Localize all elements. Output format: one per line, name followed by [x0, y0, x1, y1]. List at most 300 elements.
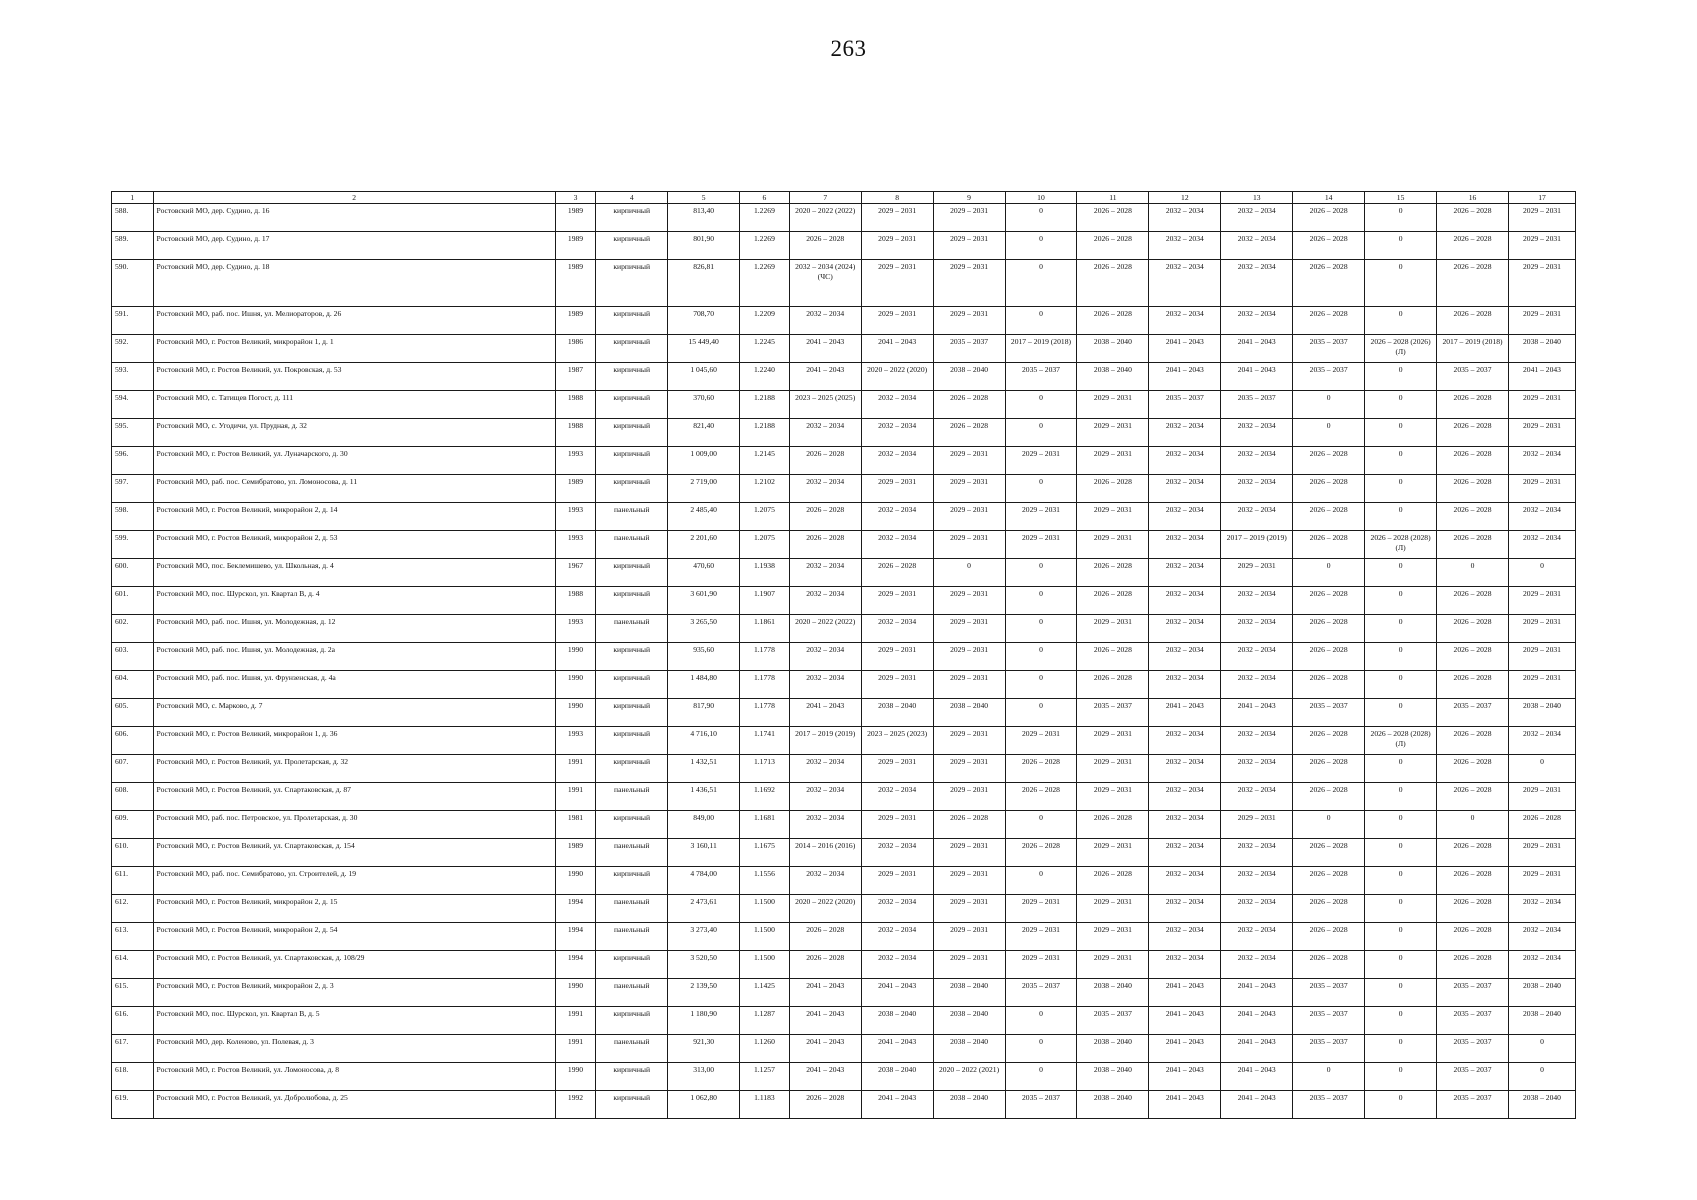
address-cell: Ростовский МО, г. Ростов Великий, микрорайон 2, д. 14	[153, 503, 555, 531]
repair-period-cell-col10: 0	[1005, 1007, 1077, 1035]
coefficient-cell: 1.2075	[740, 503, 790, 531]
repair-period-cell-col12: 2041 – 2043	[1149, 1091, 1221, 1119]
table-row	[112, 531, 1576, 559]
wall-material-cell: кирпичный	[596, 260, 668, 307]
repair-period-cell-col11: 2029 – 2031	[1077, 727, 1149, 755]
repair-period-cell-col14: 0	[1293, 391, 1365, 419]
repair-period-cell-col9: 2029 – 2031	[933, 503, 1005, 531]
repair-period-cell-col9: 2029 – 2031	[933, 307, 1005, 335]
area-cell: 821,40	[668, 419, 740, 447]
repair-period-cell-col15: 0	[1365, 1035, 1437, 1063]
repair-period-cell-col13: 2032 – 2034	[1221, 204, 1293, 232]
address-cell: Ростовский МО, с. Татищев Погост, д. 111	[153, 391, 555, 419]
repair-period-cell-col8: 2029 – 2031	[861, 811, 933, 839]
wall-material-cell: кирпичный	[596, 335, 668, 363]
repair-period-cell-col8: 2023 – 2025 (2023)	[861, 727, 933, 755]
repair-period-cell-col12: 2041 – 2043	[1149, 1007, 1221, 1035]
area-cell: 3 273,40	[668, 923, 740, 951]
table-row	[112, 951, 1576, 979]
repair-period-cell-col14: 2026 – 2028	[1293, 643, 1365, 671]
coefficient-cell: 1.2269	[740, 232, 790, 260]
wall-material-cell: панельный	[596, 895, 668, 923]
repair-period-cell-col17: 2029 – 2031	[1508, 475, 1575, 503]
repair-period-cell-col10: 2026 – 2028	[1005, 783, 1077, 811]
repair-period-cell-col14: 2035 – 2037	[1293, 363, 1365, 391]
year-cell: 1990	[555, 671, 596, 699]
row-number: 607.	[112, 755, 154, 783]
repair-period-cell-col10: 0	[1005, 671, 1077, 699]
repair-period-cell-col15: 0	[1365, 755, 1437, 783]
address-cell: Ростовский МО, раб. пос. Петровское, ул. Пролетарская, д. 30	[153, 811, 555, 839]
year-cell: 1991	[555, 783, 596, 811]
coefficient-cell: 1.2145	[740, 447, 790, 475]
repair-period-cell-col17: 2038 – 2040	[1508, 1007, 1575, 1035]
row-number: 589.	[112, 232, 154, 260]
repair-period-cell-col11: 2029 – 2031	[1077, 923, 1149, 951]
repair-period-cell-col15: 0	[1365, 839, 1437, 867]
repair-period-cell-col12: 2032 – 2034	[1149, 895, 1221, 923]
row-number: 613.	[112, 923, 154, 951]
repair-period-cell-col16: 2026 – 2028	[1437, 615, 1509, 643]
repair-period-cell-col14: 2026 – 2028	[1293, 475, 1365, 503]
repair-period-cell-col11: 2038 – 2040	[1077, 335, 1149, 363]
repair-period-cell-col17: 0	[1508, 1035, 1575, 1063]
year-cell: 1988	[555, 419, 596, 447]
repair-period-cell-col10: 2029 – 2031	[1005, 531, 1077, 559]
repair-period-cell-col17: 2032 – 2034	[1508, 923, 1575, 951]
repair-period-cell-col10: 2035 – 2037	[1005, 363, 1077, 391]
repair-period-cell-col7: 2020 – 2022 (2022)	[789, 615, 861, 643]
repair-period-cell-col14: 2026 – 2028	[1293, 783, 1365, 811]
repair-period-cell-col15: 0	[1365, 895, 1437, 923]
repair-period-cell-col13: 2032 – 2034	[1221, 867, 1293, 895]
coefficient-cell: 1.1938	[740, 559, 790, 587]
coefficient-cell: 1.1778	[740, 671, 790, 699]
year-cell: 1990	[555, 867, 596, 895]
address-cell: Ростовский МО, раб. пос. Ишня, ул. Мелиораторов, д. 26	[153, 307, 555, 335]
repair-period-cell-col14: 0	[1293, 559, 1365, 587]
column-number-9: 9	[933, 192, 1005, 204]
address-cell: Ростовский МО, с. Марково, д. 7	[153, 699, 555, 727]
repair-period-cell-col15: 0	[1365, 391, 1437, 419]
repair-period-cell-col11: 2026 – 2028	[1077, 260, 1149, 307]
repair-period-cell-col13: 2032 – 2034	[1221, 671, 1293, 699]
coefficient-cell: 1.1257	[740, 1063, 790, 1091]
repair-period-cell-col15: 2026 – 2028 (2026) (Л)	[1365, 335, 1437, 363]
repair-period-cell-col12: 2032 – 2034	[1149, 867, 1221, 895]
repair-period-cell-col17: 2038 – 2040	[1508, 979, 1575, 1007]
repair-period-cell-col16: 2026 – 2028	[1437, 783, 1509, 811]
repair-period-cell-col8: 2032 – 2034	[861, 783, 933, 811]
repair-period-cell-col13: 2041 – 2043	[1221, 1063, 1293, 1091]
column-number-5: 5	[668, 192, 740, 204]
repair-period-cell-col9: 2038 – 2040	[933, 1035, 1005, 1063]
table-row	[112, 1035, 1576, 1063]
table-row	[112, 643, 1576, 671]
coefficient-cell: 1.1713	[740, 755, 790, 783]
repair-period-cell-col12: 2032 – 2034	[1149, 615, 1221, 643]
area-cell: 313,00	[668, 1063, 740, 1091]
repair-period-cell-col15: 2026 – 2028 (2028) (Л)	[1365, 531, 1437, 559]
repair-period-cell-col13: 2032 – 2034	[1221, 307, 1293, 335]
repair-period-cell-col12: 2032 – 2034	[1149, 260, 1221, 307]
repair-period-cell-col10: 2017 – 2019 (2018)	[1005, 335, 1077, 363]
area-cell: 826,81	[668, 260, 740, 307]
row-number: 602.	[112, 615, 154, 643]
year-cell: 1989	[555, 475, 596, 503]
repair-period-cell-col9: 2029 – 2031	[933, 260, 1005, 307]
repair-period-cell-col17: 2029 – 2031	[1508, 232, 1575, 260]
wall-material-cell: кирпичный	[596, 587, 668, 615]
repair-period-cell-col17: 2029 – 2031	[1508, 671, 1575, 699]
repair-period-cell-col15: 0	[1365, 475, 1437, 503]
column-number-17: 17	[1508, 192, 1575, 204]
table-row	[112, 867, 1576, 895]
repair-period-cell-col11: 2038 – 2040	[1077, 1091, 1149, 1119]
wall-material-cell: кирпичный	[596, 447, 668, 475]
column-number-1: 1	[112, 192, 154, 204]
repair-period-cell-col17: 0	[1508, 559, 1575, 587]
repair-period-cell-col8: 2032 – 2034	[861, 531, 933, 559]
coefficient-cell: 1.1183	[740, 1091, 790, 1119]
repair-period-cell-col17: 2032 – 2034	[1508, 895, 1575, 923]
repair-period-cell-col7: 2032 – 2034	[789, 587, 861, 615]
address-cell: Ростовский МО, г. Ростов Великий, ул. Покровская, д. 53	[153, 363, 555, 391]
repair-period-cell-col16: 2026 – 2028	[1437, 867, 1509, 895]
repair-period-cell-col17: 2029 – 2031	[1508, 307, 1575, 335]
repair-period-cell-col7: 2032 – 2034	[789, 643, 861, 671]
repair-period-cell-col16: 2035 – 2037	[1437, 1091, 1509, 1119]
column-number-10: 10	[1005, 192, 1077, 204]
repair-period-cell-col17: 2029 – 2031	[1508, 587, 1575, 615]
repair-period-cell-col8: 2032 – 2034	[861, 419, 933, 447]
repair-period-cell-col12: 2032 – 2034	[1149, 531, 1221, 559]
repair-period-cell-col8: 2032 – 2034	[861, 923, 933, 951]
area-cell: 1 062,80	[668, 1091, 740, 1119]
repair-period-cell-col15: 0	[1365, 260, 1437, 307]
repair-period-cell-col7: 2026 – 2028	[789, 232, 861, 260]
repair-period-cell-col11: 2029 – 2031	[1077, 391, 1149, 419]
coefficient-cell: 1.1778	[740, 643, 790, 671]
repair-period-cell-col15: 0	[1365, 204, 1437, 232]
row-number: 611.	[112, 867, 154, 895]
repair-period-cell-col12: 2041 – 2043	[1149, 1063, 1221, 1091]
address-cell: Ростовский МО, раб. пос. Ишня, ул. Фрунзенская, д. 4а	[153, 671, 555, 699]
repair-period-cell-col14: 2035 – 2037	[1293, 335, 1365, 363]
year-cell: 1993	[555, 531, 596, 559]
repair-period-cell-col13: 2032 – 2034	[1221, 475, 1293, 503]
repair-period-cell-col14: 2026 – 2028	[1293, 587, 1365, 615]
repair-period-cell-col7: 2032 – 2034	[789, 419, 861, 447]
repair-period-cell-col9: 2020 – 2022 (2021)	[933, 1063, 1005, 1091]
repair-period-cell-col7: 2017 – 2019 (2019)	[789, 727, 861, 755]
repair-period-cell-col17: 2032 – 2034	[1508, 727, 1575, 755]
repair-period-cell-col12: 2032 – 2034	[1149, 839, 1221, 867]
repair-period-cell-col12: 2032 – 2034	[1149, 811, 1221, 839]
address-cell: Ростовский МО, г. Ростов Великий, микрорайон 2, д. 15	[153, 895, 555, 923]
row-number: 596.	[112, 447, 154, 475]
repair-period-cell-col12: 2041 – 2043	[1149, 1035, 1221, 1063]
repair-period-cell-col10: 2029 – 2031	[1005, 727, 1077, 755]
repair-period-cell-col8: 2020 – 2022 (2020)	[861, 363, 933, 391]
year-cell: 1993	[555, 447, 596, 475]
wall-material-cell: кирпичный	[596, 755, 668, 783]
wall-material-cell: панельный	[596, 979, 668, 1007]
repair-period-cell-col9: 2029 – 2031	[933, 587, 1005, 615]
repair-period-cell-col16: 2026 – 2028	[1437, 391, 1509, 419]
coefficient-cell: 1.1907	[740, 587, 790, 615]
address-cell: Ростовский МО, г. Ростов Великий, ул. Спартаковская, д. 154	[153, 839, 555, 867]
repair-period-cell-col8: 2032 – 2034	[861, 503, 933, 531]
table-row	[112, 811, 1576, 839]
repair-period-cell-col12: 2032 – 2034	[1149, 951, 1221, 979]
wall-material-cell: кирпичный	[596, 951, 668, 979]
repair-period-cell-col11: 2035 – 2037	[1077, 699, 1149, 727]
repair-period-cell-col11: 2026 – 2028	[1077, 559, 1149, 587]
repair-period-cell-col13: 2032 – 2034	[1221, 727, 1293, 755]
repair-period-cell-col9: 2029 – 2031	[933, 727, 1005, 755]
repair-period-cell-col16: 2026 – 2028	[1437, 839, 1509, 867]
repair-period-cell-col13: 2032 – 2034	[1221, 951, 1293, 979]
repair-period-cell-col16: 2026 – 2028	[1437, 671, 1509, 699]
repair-period-cell-col13: 2032 – 2034	[1221, 839, 1293, 867]
repair-period-cell-col11: 2026 – 2028	[1077, 867, 1149, 895]
row-number: 601.	[112, 587, 154, 615]
repair-period-cell-col7: 2041 – 2043	[789, 979, 861, 1007]
wall-material-cell: кирпичный	[596, 363, 668, 391]
repair-period-cell-col12: 2032 – 2034	[1149, 643, 1221, 671]
repair-period-cell-col8: 2029 – 2031	[861, 307, 933, 335]
repair-period-cell-col10: 0	[1005, 699, 1077, 727]
coefficient-cell: 1.1500	[740, 951, 790, 979]
wall-material-cell: кирпичный	[596, 307, 668, 335]
coefficient-cell: 1.1692	[740, 783, 790, 811]
table-row	[112, 204, 1576, 232]
year-cell: 1993	[555, 727, 596, 755]
year-cell: 1981	[555, 811, 596, 839]
area-cell: 921,30	[668, 1035, 740, 1063]
repair-period-cell-col12: 2032 – 2034	[1149, 503, 1221, 531]
repair-period-cell-col17: 2038 – 2040	[1508, 1091, 1575, 1119]
repair-period-cell-col14: 2026 – 2028	[1293, 755, 1365, 783]
repair-period-cell-col12: 2032 – 2034	[1149, 755, 1221, 783]
area-cell: 801,90	[668, 232, 740, 260]
area-cell: 15 449,40	[668, 335, 740, 363]
repair-period-cell-col15: 0	[1365, 503, 1437, 531]
table-row	[112, 587, 1576, 615]
repair-period-cell-col11: 2038 – 2040	[1077, 1063, 1149, 1091]
repair-period-cell-col11: 2029 – 2031	[1077, 503, 1149, 531]
repair-period-cell-col15: 0	[1365, 783, 1437, 811]
repair-period-cell-col8: 2032 – 2034	[861, 895, 933, 923]
repair-period-cell-col11: 2035 – 2037	[1077, 1007, 1149, 1035]
repair-period-cell-col12: 2041 – 2043	[1149, 363, 1221, 391]
repair-period-cell-col8: 2032 – 2034	[861, 391, 933, 419]
table-row	[112, 923, 1576, 951]
repair-period-cell-col9: 2029 – 2031	[933, 783, 1005, 811]
repair-period-cell-col10: 0	[1005, 811, 1077, 839]
repair-period-cell-col14: 2026 – 2028	[1293, 839, 1365, 867]
repair-period-cell-col13: 2035 – 2037	[1221, 391, 1293, 419]
repair-period-cell-col8: 2041 – 2043	[861, 979, 933, 1007]
repair-period-cell-col16: 2035 – 2037	[1437, 979, 1509, 1007]
repair-period-cell-col13: 2041 – 2043	[1221, 699, 1293, 727]
repair-period-cell-col9: 2029 – 2031	[933, 643, 1005, 671]
repair-period-cell-col13: 2032 – 2034	[1221, 783, 1293, 811]
row-number: 600.	[112, 559, 154, 587]
repair-period-cell-col12: 2032 – 2034	[1149, 204, 1221, 232]
repair-period-cell-col15: 0	[1365, 307, 1437, 335]
column-number-16: 16	[1437, 192, 1509, 204]
row-number: 605.	[112, 699, 154, 727]
repair-period-cell-col16: 2026 – 2028	[1437, 727, 1509, 755]
wall-material-cell: кирпичный	[596, 671, 668, 699]
repair-period-cell-col11: 2026 – 2028	[1077, 307, 1149, 335]
repair-period-cell-col12: 2032 – 2034	[1149, 447, 1221, 475]
repair-period-cell-col7: 2026 – 2028	[789, 503, 861, 531]
repair-period-cell-col17: 0	[1508, 1063, 1575, 1091]
repair-period-cell-col16: 2017 – 2019 (2018)	[1437, 335, 1509, 363]
repair-period-cell-col16: 2035 – 2037	[1437, 1063, 1509, 1091]
repair-period-cell-col7: 2041 – 2043	[789, 363, 861, 391]
year-cell: 1988	[555, 391, 596, 419]
repair-period-cell-col16: 2035 – 2037	[1437, 699, 1509, 727]
row-number: 599.	[112, 531, 154, 559]
wall-material-cell: кирпичный	[596, 643, 668, 671]
housing-repair-table-wrapper	[111, 191, 1576, 1119]
repair-period-cell-col17: 2029 – 2031	[1508, 615, 1575, 643]
repair-period-cell-col7: 2026 – 2028	[789, 531, 861, 559]
repair-period-cell-col16: 2026 – 2028	[1437, 951, 1509, 979]
repair-period-cell-col7: 2026 – 2028	[789, 923, 861, 951]
repair-period-cell-col17: 2029 – 2031	[1508, 867, 1575, 895]
repair-period-cell-col17: 2029 – 2031	[1508, 419, 1575, 447]
repair-period-cell-col9: 2038 – 2040	[933, 363, 1005, 391]
row-number: 591.	[112, 307, 154, 335]
repair-period-cell-col9: 2029 – 2031	[933, 531, 1005, 559]
repair-period-cell-col16: 2026 – 2028	[1437, 475, 1509, 503]
area-cell: 3 601,90	[668, 587, 740, 615]
repair-period-cell-col11: 2029 – 2031	[1077, 531, 1149, 559]
repair-period-cell-col15: 0	[1365, 559, 1437, 587]
wall-material-cell: кирпичный	[596, 1007, 668, 1035]
coefficient-cell: 1.1778	[740, 699, 790, 727]
repair-period-cell-col13: 2041 – 2043	[1221, 979, 1293, 1007]
year-cell: 1994	[555, 951, 596, 979]
repair-period-cell-col7: 2032 – 2034	[789, 559, 861, 587]
repair-period-cell-col10: 0	[1005, 475, 1077, 503]
coefficient-cell: 1.2269	[740, 204, 790, 232]
repair-period-cell-col14: 2026 – 2028	[1293, 951, 1365, 979]
repair-period-cell-col16: 2026 – 2028	[1437, 755, 1509, 783]
repair-period-cell-col13: 2032 – 2034	[1221, 643, 1293, 671]
area-cell: 849,00	[668, 811, 740, 839]
table-row	[112, 1091, 1576, 1119]
wall-material-cell: кирпичный	[596, 699, 668, 727]
repair-period-cell-col9: 2029 – 2031	[933, 755, 1005, 783]
repair-period-cell-col16: 2035 – 2037	[1437, 363, 1509, 391]
repair-period-cell-col15: 0	[1365, 979, 1437, 1007]
repair-period-cell-col14: 2026 – 2028	[1293, 232, 1365, 260]
repair-period-cell-col16: 2026 – 2028	[1437, 643, 1509, 671]
repair-period-cell-col9: 2029 – 2031	[933, 204, 1005, 232]
area-cell: 3 160,11	[668, 839, 740, 867]
repair-period-cell-col7: 2020 – 2022 (2022)	[789, 204, 861, 232]
repair-period-cell-col16: 2035 – 2037	[1437, 1035, 1509, 1063]
repair-period-cell-col15: 0	[1365, 643, 1437, 671]
repair-period-cell-col8: 2038 – 2040	[861, 1063, 933, 1091]
year-cell: 1993	[555, 615, 596, 643]
address-cell: Ростовский МО, г. Ростов Великий, микрорайон 1, д. 36	[153, 727, 555, 755]
repair-period-cell-col16: 0	[1437, 559, 1509, 587]
repair-period-cell-col9: 2029 – 2031	[933, 839, 1005, 867]
row-number: 619.	[112, 1091, 154, 1119]
area-cell: 1 436,51	[668, 783, 740, 811]
repair-period-cell-col13: 2032 – 2034	[1221, 260, 1293, 307]
coefficient-cell: 1.1675	[740, 839, 790, 867]
repair-period-cell-col10: 2026 – 2028	[1005, 755, 1077, 783]
repair-period-cell-col17: 2032 – 2034	[1508, 503, 1575, 531]
wall-material-cell: кирпичный	[596, 232, 668, 260]
repair-period-cell-col11: 2029 – 2031	[1077, 615, 1149, 643]
coefficient-cell: 1.2075	[740, 531, 790, 559]
area-cell: 470,60	[668, 559, 740, 587]
wall-material-cell: кирпичный	[596, 391, 668, 419]
repair-period-cell-col12: 2032 – 2034	[1149, 475, 1221, 503]
repair-period-cell-col12: 2041 – 2043	[1149, 335, 1221, 363]
repair-period-cell-col13: 2032 – 2034	[1221, 419, 1293, 447]
repair-period-cell-col11: 2029 – 2031	[1077, 783, 1149, 811]
area-cell: 1 009,00	[668, 447, 740, 475]
repair-period-cell-col15: 2026 – 2028 (2028) (Л)	[1365, 727, 1437, 755]
area-cell: 2 201,60	[668, 531, 740, 559]
repair-period-cell-col15: 0	[1365, 363, 1437, 391]
area-cell: 1 484,80	[668, 671, 740, 699]
coefficient-cell: 1.1500	[740, 923, 790, 951]
repair-period-cell-col9: 2029 – 2031	[933, 923, 1005, 951]
year-cell: 1987	[555, 363, 596, 391]
coefficient-cell: 1.1741	[740, 727, 790, 755]
column-number-row	[112, 192, 1576, 204]
address-cell: Ростовский МО, раб. пос. Семибратово, ул. Строителей, д. 19	[153, 867, 555, 895]
year-cell: 1992	[555, 1091, 596, 1119]
repair-period-cell-col14: 2026 – 2028	[1293, 867, 1365, 895]
table-row	[112, 363, 1576, 391]
table-row	[112, 475, 1576, 503]
wall-material-cell: панельный	[596, 839, 668, 867]
repair-period-cell-col8: 2029 – 2031	[861, 643, 933, 671]
address-cell: Ростовский МО, раб. пос. Ишня, ул. Молодежная, д. 2а	[153, 643, 555, 671]
repair-period-cell-col17: 2032 – 2034	[1508, 447, 1575, 475]
row-number: 588.	[112, 204, 154, 232]
wall-material-cell: панельный	[596, 1035, 668, 1063]
address-cell: Ростовский МО, г. Ростов Великий, ул. Луначарского, д. 30	[153, 447, 555, 475]
repair-period-cell-col13: 2032 – 2034	[1221, 447, 1293, 475]
wall-material-cell: панельный	[596, 923, 668, 951]
repair-period-cell-col14: 2026 – 2028	[1293, 204, 1365, 232]
address-cell: Ростовский МО, дер. Коленово, ул. Полевая, д. 3	[153, 1035, 555, 1063]
coefficient-cell: 1.1425	[740, 979, 790, 1007]
repair-period-cell-col9: 2029 – 2031	[933, 475, 1005, 503]
repair-period-cell-col7: 2032 – 2034	[789, 783, 861, 811]
year-cell: 1989	[555, 839, 596, 867]
repair-period-cell-col17: 2029 – 2031	[1508, 783, 1575, 811]
repair-period-cell-col12: 2032 – 2034	[1149, 419, 1221, 447]
column-number-2: 2	[153, 192, 555, 204]
repair-period-cell-col17: 2032 – 2034	[1508, 531, 1575, 559]
year-cell: 1989	[555, 260, 596, 307]
repair-period-cell-col10: 2029 – 2031	[1005, 951, 1077, 979]
